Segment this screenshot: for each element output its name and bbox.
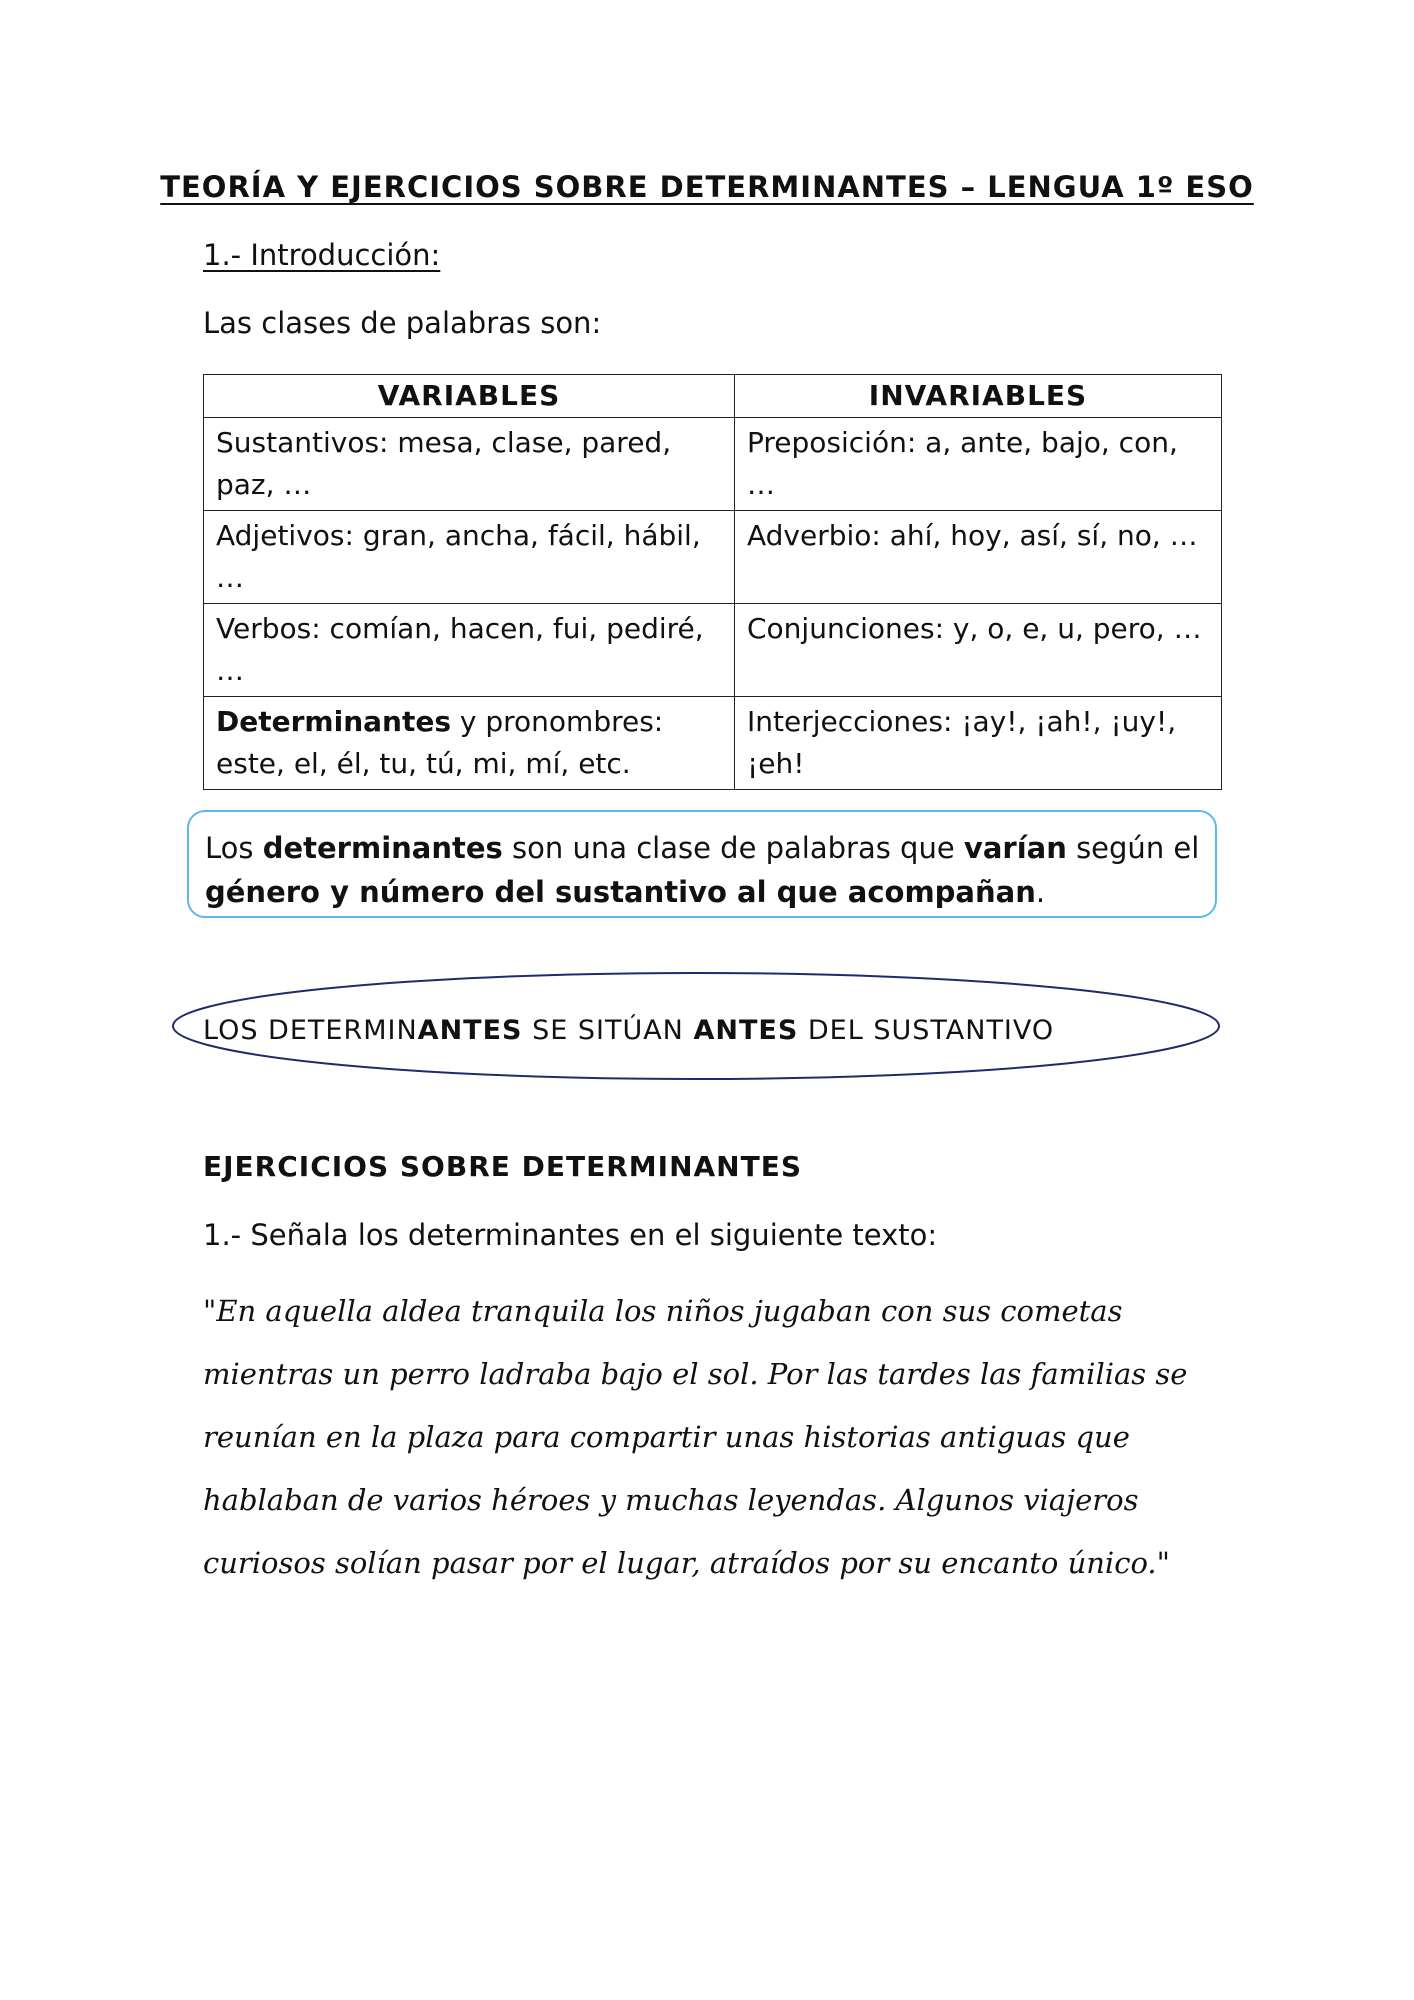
oval-note-text: SE SITÚAN xyxy=(522,1015,694,1046)
invariable-cell: Adverbio: ahí, hoy, así, sí, no, … xyxy=(735,511,1222,604)
definition-bold-term: género y número del sustantivo al que acompañan xyxy=(205,875,1036,909)
definition-box xyxy=(187,810,1217,918)
intro-line: Las clases de palabras son: xyxy=(203,306,602,340)
definition-bold-term: determinantes xyxy=(262,831,503,865)
variable-cell xyxy=(204,604,735,697)
column-header-invariables: INVARIABLES xyxy=(735,375,1222,418)
table-row xyxy=(204,697,1222,790)
invariable-cell: Conjunciones: y, o, e, u, pero, … xyxy=(735,604,1222,697)
variable-text: Sustantivos: mesa, clase, pared, paz, … xyxy=(216,426,672,501)
oval-note-bold: ANTES xyxy=(417,1015,523,1046)
word-classes-table xyxy=(203,374,1222,790)
variable-text: y pronombres: este, el, él, tu, tú, mi, mí, etc. xyxy=(216,705,664,780)
invariable-cell: Preposición: a, ante, bajo, con, … xyxy=(735,418,1222,511)
definition-text: según el xyxy=(1066,831,1200,865)
variable-bold-text: Determinantes xyxy=(216,705,451,738)
invariable-cell: Interjecciones: ¡ay!, ¡ah!, ¡uy!, ¡eh! xyxy=(735,697,1222,790)
definition-bold-term: varían xyxy=(963,831,1067,865)
table-row xyxy=(204,511,1222,604)
exercise-1-prompt: 1.- Señala los determinantes en el siguiente texto: xyxy=(203,1218,938,1252)
variable-cell xyxy=(204,418,735,511)
page-title: TEORÍA Y EJERCICIOS SOBRE DETERMINANTES – LENGUA 1º ESO xyxy=(160,170,1254,204)
table-row xyxy=(204,418,1222,511)
oval-note-text: DEL SUSTANTIVO xyxy=(798,1015,1055,1046)
variable-cell xyxy=(204,697,735,790)
column-header-variables: VARIABLES xyxy=(204,375,735,418)
definition-text: Los xyxy=(205,831,263,865)
oval-note xyxy=(203,1015,1054,1046)
intro-heading: 1.- Introducción: xyxy=(203,238,441,272)
variable-cell xyxy=(204,511,735,604)
definition-text: . xyxy=(1035,875,1046,909)
table-header-row xyxy=(204,375,1222,418)
variable-text: Verbos: comían, hacen, fui, pediré, … xyxy=(216,612,704,687)
table-row xyxy=(204,604,1222,697)
oval-note-text: LOS DETERMIN xyxy=(203,1015,418,1046)
variable-text: Adjetivos: gran, ancha, fácil, hábil, … xyxy=(216,519,701,594)
definition-text: son una clase de palabras que xyxy=(502,831,964,865)
oval-note-bold: ANTES xyxy=(693,1015,799,1046)
exercise-1-text: "En aquella aldea tranquila los niños jugaban con sus cometas mientras un perro ladraba bajo el sol. Por las tardes las familias se reunían en la plaza para compartir unas historias antiguas que hablaban de varios héroes y muchas leyendas. Algunos viajeros curiosos solían pasar por el lugar, atraídos por su encanto único." xyxy=(203,1294,1188,1580)
exercises-heading: EJERCICIOS SOBRE DETERMINANTES xyxy=(203,1150,802,1183)
